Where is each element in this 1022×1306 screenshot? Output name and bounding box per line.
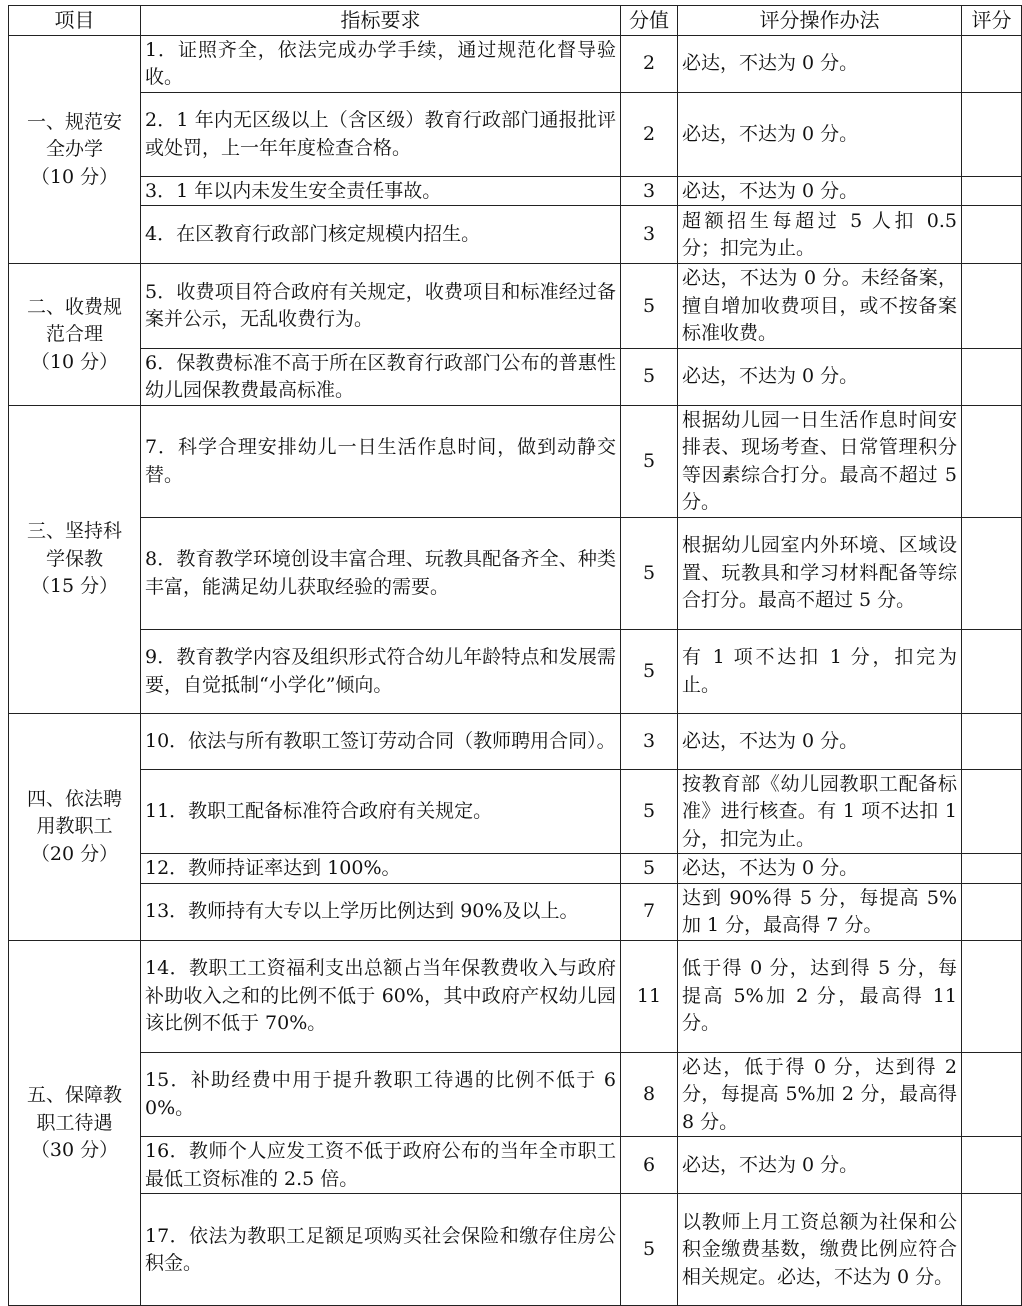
requirement-cell: 9．教育教学内容及组织形式符合幼儿年龄特点和发展需要，自觉抵制“小学化”倾向。: [141, 629, 621, 713]
points-cell: 5: [621, 629, 678, 713]
score-cell[interactable]: [962, 35, 1022, 92]
table-row: [9, 1137, 1022, 1194]
points-cell: 7: [621, 883, 678, 940]
method-cell: 有 1 项不达扣 1 分，扣完为止。: [678, 629, 962, 713]
points-cell: 11: [621, 940, 678, 1052]
requirement-cell: 10．依法与所有教职工签订劳动合同（教师聘用合同）。: [141, 713, 621, 769]
score-cell[interactable]: [962, 348, 1022, 405]
category-cell: [9, 713, 141, 940]
score-cell[interactable]: [962, 629, 1022, 713]
requirement-cell: 7．科学合理安排幼儿一日生活作息时间，做到动静交替。: [141, 405, 621, 517]
score-cell[interactable]: [962, 883, 1022, 940]
score-cell[interactable]: [962, 940, 1022, 1052]
evaluation-table: [8, 5, 1022, 1306]
points-cell: 2: [621, 92, 678, 176]
category-points: （10 分）: [30, 350, 119, 373]
score-cell[interactable]: [962, 769, 1022, 854]
requirement-cell: 16．教师个人应发工资不低于政府公布的当年全市职工最低工资标准的 2.5 倍。: [141, 1137, 621, 1194]
requirement-cell: 8．教育教学环境创设丰富合理、玩教具配备齐全、种类丰富，能满足幼儿获取经验的需要。: [141, 517, 621, 629]
category-cell: [9, 264, 141, 406]
category-label: 二、收费规: [26, 295, 122, 318]
points-cell: 2: [621, 35, 678, 92]
requirement-cell: 5．收费项目符合政府有关规定，收费项目和标准经过备案并公示，无乱收费行为。: [141, 264, 621, 349]
table-row: [9, 713, 1022, 769]
score-cell[interactable]: [962, 854, 1022, 884]
score-cell[interactable]: [962, 517, 1022, 629]
category-label: 三、坚持科: [26, 520, 122, 543]
points-cell: 8: [621, 1052, 678, 1137]
table-row: [9, 1194, 1022, 1306]
method-cell: 根据幼儿园室内外环境、区域设置、玩教具和学习材料配备等综合打分。最高不超过 5 分。: [678, 517, 962, 629]
points-cell: 6: [621, 1137, 678, 1194]
table-row: [9, 854, 1022, 884]
category-points: （20 分）: [30, 842, 119, 865]
category-label: 职工待遇: [36, 1111, 113, 1134]
table-row: [9, 92, 1022, 176]
points-cell: 5: [621, 405, 678, 517]
method-cell: 必达，不达为 0 分。未经备案，擅自增加收费项目，或不按备案标准收费。: [678, 264, 962, 349]
header-score: 评分: [962, 6, 1022, 36]
table-row: [9, 769, 1022, 854]
requirement-cell: 13．教师持有大专以上学历比例达到 90%及以上。: [141, 883, 621, 940]
score-cell[interactable]: [962, 206, 1022, 264]
category-cell: [9, 940, 141, 1306]
points-cell: 5: [621, 517, 678, 629]
score-cell[interactable]: [962, 92, 1022, 176]
requirement-cell: 4．在区教育行政部门核定规模内招生。: [141, 206, 621, 264]
method-cell: 必达，不达为 0 分。: [678, 92, 962, 176]
table-row: [9, 206, 1022, 264]
table-row: [9, 1052, 1022, 1137]
method-cell: 必达，不达为 0 分。: [678, 35, 962, 92]
requirement-cell: 11．教职工配备标准符合政府有关规定。: [141, 769, 621, 854]
requirement-cell: 14．教职工工资福利支出总额占当年保教费收入与政府补助收入之和的比例不低于 60%，其中政府产权幼儿园该比例不低于 70%。: [141, 940, 621, 1052]
category-label: 学保教: [45, 547, 103, 570]
category-label: 全办学: [45, 138, 103, 160]
table-row: [9, 629, 1022, 713]
points-cell: 5: [621, 264, 678, 349]
requirement-cell: 12．教师持证率达到 100%。: [141, 854, 621, 884]
header-requirement: 指标要求: [141, 6, 621, 36]
table-row: [9, 35, 1022, 92]
method-cell: 以教师上月工资总额为社保和公积金缴费基数，缴费比例应符合相关规定。必达，不达为 0 分。: [678, 1194, 962, 1306]
method-cell: 必达，不达为 0 分。: [678, 1137, 962, 1194]
method-cell: 必达，不达为 0 分。: [678, 176, 962, 206]
points-cell: 5: [621, 854, 678, 884]
table-row: [9, 405, 1022, 517]
method-cell: 根据幼儿园一日生活作息时间安排表、现场考查、日常管理积分等因素综合打分。最高不超过 5 分。: [678, 405, 962, 517]
score-cell[interactable]: [962, 176, 1022, 206]
score-cell[interactable]: [962, 1052, 1022, 1137]
table-row: [9, 517, 1022, 629]
requirement-cell: 3．1 年以内未发生安全责任事故。: [141, 176, 621, 206]
score-cell[interactable]: [962, 1194, 1022, 1306]
method-cell: 达到 90%得 5 分，每提高 5%加 1 分，最高得 7 分。: [678, 883, 962, 940]
table-row: [9, 883, 1022, 940]
method-cell: 必达，不达为 0 分。: [678, 854, 962, 884]
category-points: （15 分）: [30, 575, 119, 598]
header-category: 项目: [9, 6, 141, 36]
requirement-cell: 17．依法为教职工足额足项购买社会保险和缴存住房公积金。: [141, 1194, 621, 1306]
header-points: 分值: [621, 6, 678, 36]
table-row: [9, 264, 1022, 349]
header-row: [9, 6, 1022, 36]
points-cell: 5: [621, 769, 678, 854]
category-points: （10 分）: [30, 165, 119, 188]
category-cell: [9, 35, 141, 264]
points-cell: 3: [621, 713, 678, 769]
requirement-cell: 2．1 年内无区级以上（含区级）教育行政部门通报批评或处罚，上一年年度检查合格。: [141, 92, 621, 176]
requirement-cell: 15．补助经费中用于提升教职工待遇的比例不低于 60%。: [141, 1052, 621, 1137]
method-cell: 按教育部《幼儿园教职工配备标准》进行核查。有 1 项不达扣 1 分，扣完为止。: [678, 769, 962, 854]
category-cell: [9, 405, 141, 713]
score-cell[interactable]: [962, 713, 1022, 769]
method-cell: 必达，不达为 0 分。: [678, 348, 962, 405]
score-cell[interactable]: [962, 405, 1022, 517]
table-row: [9, 176, 1022, 206]
category-label: 五、保障教: [26, 1084, 122, 1106]
requirement-cell: 1．证照齐全，依法完成办学手续，通过规范化督导验收。: [141, 35, 621, 92]
category-label: 一、规范安: [26, 110, 122, 133]
category-points: （30 分）: [30, 1139, 119, 1161]
score-cell[interactable]: [962, 1137, 1022, 1194]
category-label: 范合理: [45, 323, 103, 345]
requirement-cell: 6．保教费标准不高于所在区教育行政部门公布的普惠性幼儿园保教费最高标准。: [141, 348, 621, 405]
category-label: 四、依法聘: [26, 787, 122, 810]
score-cell[interactable]: [962, 264, 1022, 349]
header-method: 评分操作办法: [678, 6, 962, 36]
points-cell: 5: [621, 348, 678, 405]
method-cell: 低于得 0 分，达到得 5 分，每提高 5%加 2 分，最高得 11 分。: [678, 940, 962, 1052]
method-cell: 必达，不达为 0 分。: [678, 713, 962, 769]
points-cell: 5: [621, 1194, 678, 1306]
points-cell: 3: [621, 176, 678, 206]
method-cell: 必达，低于得 0 分，达到得 2 分，每提高 5%加 2 分，最高得 8 分。: [678, 1052, 962, 1137]
table-row: [9, 940, 1022, 1052]
points-cell: 3: [621, 206, 678, 264]
table-row: [9, 348, 1022, 405]
method-cell: 超额招生每超过 5 人扣 0.5 分；扣完为止。: [678, 206, 962, 264]
category-label: 用教职工: [36, 815, 113, 838]
